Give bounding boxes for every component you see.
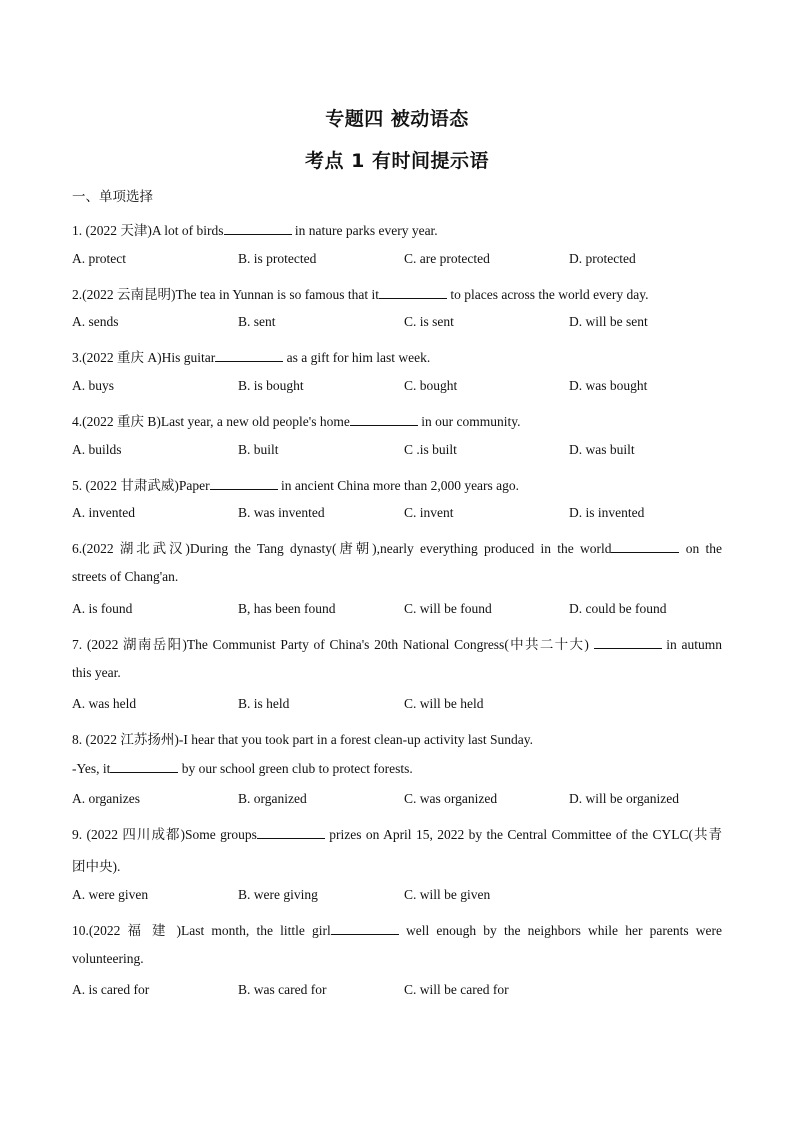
question-text: 7. (2022 湖南岳阳)The Communist Party of China's 20th National Congress(中共二十大) [72,637,594,652]
option-b: B. were giving [238,887,318,902]
option-d: D. will be organized [569,791,679,806]
option-b: B. was cared for [238,982,327,997]
question-text: -Yes, it [72,761,111,776]
section-heading: 一、单项选择 [72,189,153,205]
question-1 [72,219,722,239]
option-a: A. is found [72,601,133,616]
question-10 [72,919,722,939]
option-a: A. protect [72,251,126,266]
option-a: A. is cared for [72,982,150,997]
option-c: C. are protected [404,251,490,266]
option-a: A. were given [72,887,149,902]
question-text: 10.(2022 福 建 )Last month, the little girl [72,923,331,938]
question-text: 8. (2022 江苏扬州)-I hear that you took part in a forest clean-up activity last Sunday. [72,732,534,747]
question-text: 1. (2022 天津)A lot of birds [72,223,224,238]
option-d: D. is invented [569,505,645,520]
question-text: 9. (2022 四川成都)Some groups [72,827,257,842]
answer-blank [611,540,679,553]
question-text: as a gift for him last week. [283,350,431,365]
option-d: D. was bought [569,378,648,393]
question-text: 2.(2022 云南昆明)The tea in Yunnan is so famous that it [72,287,379,302]
option-b: B. organized [238,791,307,806]
option-d: D. will be sent [569,314,648,329]
option-c: C .is built [404,442,457,457]
question-text: to places across the world every day. [446,287,649,302]
option-c: C. will be cared for [404,982,509,997]
question-text: in ancient China more than 2,000 years ago. [277,478,520,493]
question-2 [72,283,722,303]
question-7-continued: this year. [72,665,121,680]
option-b: B. is held [238,696,290,711]
option-b: B, has been found [238,601,336,616]
question-3 [72,346,722,366]
option-c: C. invent [404,505,454,520]
option-d: D. could be found [569,601,667,616]
option-a: A. buys [72,378,115,393]
option-c: C. bought [404,378,458,393]
question-text: on the [679,541,722,556]
answer-blank [257,826,325,839]
answer-blank [350,413,418,426]
question-text: in autumn [661,637,722,652]
question-text: by our school green club to protect forests. [178,761,413,776]
option-b: B. is protected [238,251,317,266]
question-6 [72,537,722,557]
question-text: 6.(2022 湖北武汉)During the Tang dynasty(唐朝),nearly everything produced in the world [72,541,612,556]
option-b: B. sent [238,314,276,329]
question-7 [72,633,722,653]
question-text: 3.(2022 重庆 A)His guitar [72,350,216,365]
question-text: well enough by the neighbors while her parents were [398,923,722,938]
answer-blank [379,286,447,299]
question-5 [72,474,722,494]
question-4 [72,410,722,430]
option-d: D. was built [569,442,635,457]
answer-blank [210,477,278,490]
question-9 [72,823,722,843]
option-c: C. will be given [404,887,491,902]
option-a: A. invented [72,505,135,520]
question-10-continued: volunteering. [72,951,144,966]
answer-blank [215,349,283,362]
option-c: C. will be found [404,601,492,616]
question-8 [72,728,722,748]
option-a: A. builds [72,442,122,457]
question-text: prizes on April 15, 2022 by the Central Committee of the CYLC(共青 [324,827,722,842]
option-b: B. built [238,442,279,457]
question-8-response [72,760,722,777]
option-b: B. is bought [238,378,304,393]
option-c: C. was organized [404,791,498,806]
answer-blank [110,760,178,773]
question-text: 5. (2022 甘肃武威)Paper [72,478,210,493]
option-c: C. is sent [404,314,454,329]
answer-blank [331,922,399,935]
option-d: D. protected [569,251,636,266]
question-text: 4.(2022 重庆 B)Last year, a new old people's home [72,414,350,429]
question-text: in nature parks every year. [291,223,438,238]
page-subtitle: 考点 1 有时间提示语 [305,150,489,172]
page-title: 专题四 被动语态 [325,108,469,130]
question-text: in our community. [417,414,521,429]
option-c: C. will be held [404,696,484,711]
option-a: A. was held [72,696,137,711]
answer-blank [594,636,662,649]
answer-blank [224,222,292,235]
question-9-continued: 团中央). [72,859,121,874]
question-6-continued: streets of Chang'an. [72,569,179,584]
option-b: B. was invented [238,505,325,520]
option-a: A. sends [72,314,119,329]
option-a: A. organizes [72,791,140,806]
